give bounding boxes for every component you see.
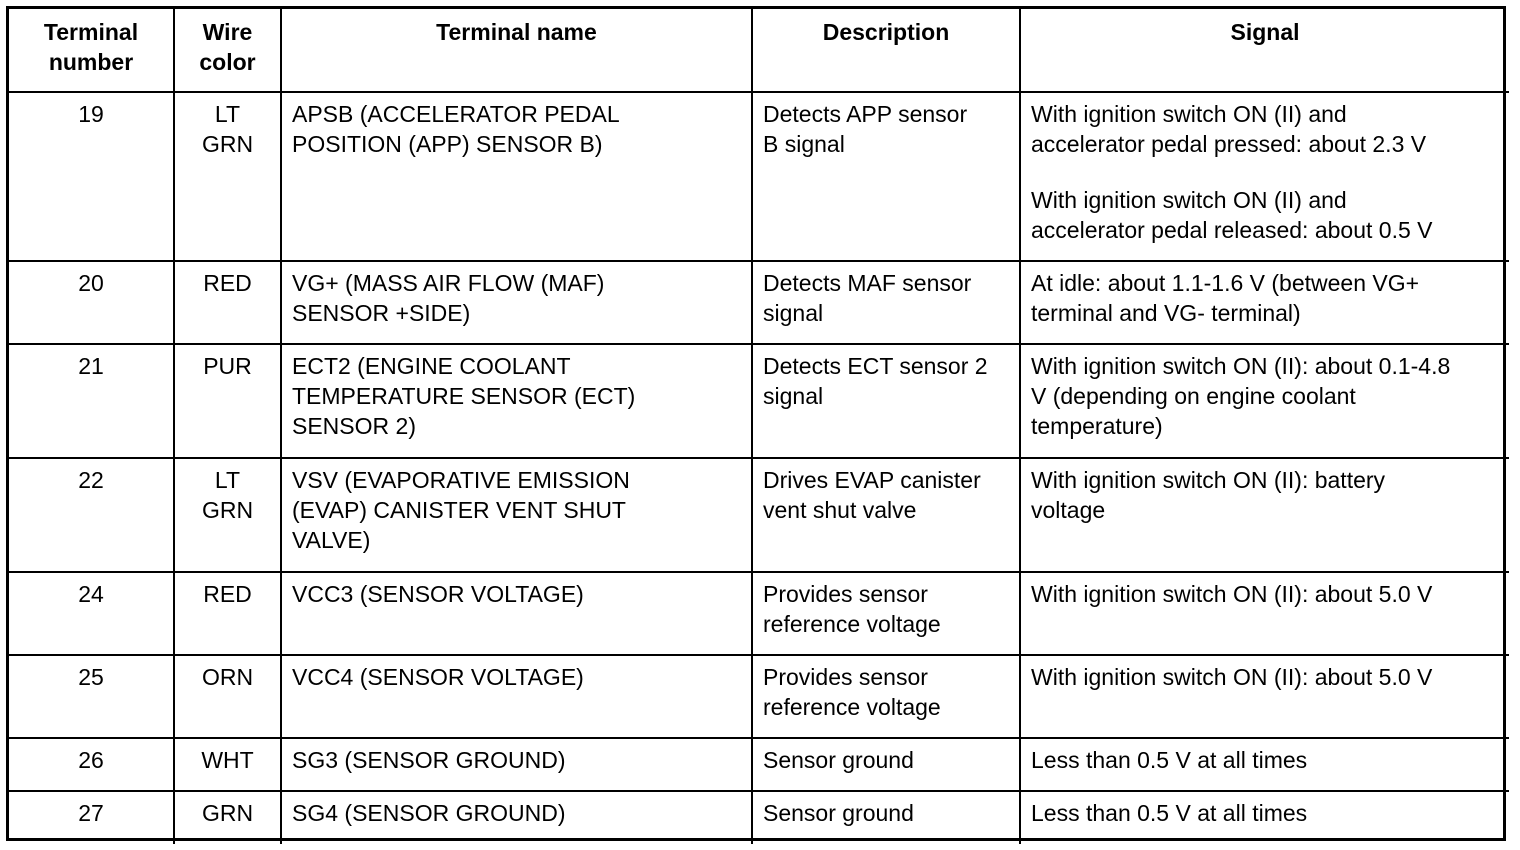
header-terminal-number: [9, 9, 174, 92]
cell-text: signal: [763, 300, 824, 326]
cell-text: voltage: [1031, 497, 1106, 523]
cell-text: VCC4 (SENSOR VOLTAGE): [292, 664, 584, 690]
terminal-table: [9, 9, 1509, 844]
cell-wire-color: [174, 261, 281, 344]
cell-description: [752, 92, 1020, 261]
cell-text: With ignition switch ON (II): about 5.0 V: [1031, 664, 1433, 690]
cell-text: 25: [78, 664, 104, 690]
cell-text: vent shut valve: [763, 497, 917, 523]
cell-text: GRN: [201, 131, 254, 157]
cell-text: reference voltage: [763, 694, 941, 720]
cell-text: reference voltage: [763, 611, 941, 637]
cell-wire-color: [174, 791, 281, 844]
cell-text: Provides sensor: [763, 581, 928, 607]
header-description: [752, 9, 1020, 92]
cell-text: 27: [78, 800, 104, 826]
cell-text: Provides sensor: [763, 664, 928, 690]
cell-text: Detects MAF sensor: [763, 270, 972, 296]
cell-text: VG+ (MASS AIR FLOW (MAF): [292, 270, 605, 296]
cell-text: 21: [78, 353, 104, 379]
cell-terminal-name: [281, 92, 752, 261]
cell-description: [752, 572, 1020, 655]
cell-text: VSV (EVAPORATIVE EMISSION: [292, 467, 630, 493]
cell-text: B signal: [763, 131, 845, 157]
cell-text: Drives EVAP canister: [763, 467, 981, 493]
cell-signal: [1020, 791, 1509, 844]
cell-text: VALVE): [292, 527, 371, 553]
cell-text: Less than 0.5 V at all times: [1031, 747, 1308, 773]
header-wire-color: [174, 9, 281, 92]
cell-terminal-name: [281, 655, 752, 738]
cell-terminal-number: [9, 458, 174, 572]
cell-wire-color: [174, 92, 281, 261]
table-row: [9, 655, 1509, 738]
cell-terminal-name: [281, 261, 752, 344]
cell-text: Detects APP sensor: [763, 101, 968, 127]
cell-text: Sensor ground: [763, 747, 914, 773]
table-row: [9, 572, 1509, 655]
cell-wire-color: [174, 572, 281, 655]
cell-text: ECT2 (ENGINE COOLANT: [292, 353, 571, 379]
cell-text: At idle: about 1.1-1.6 V (between VG+: [1031, 270, 1420, 296]
table-row: [9, 458, 1509, 572]
cell-text: 24: [78, 581, 104, 607]
terminal-table-frame: [6, 6, 1506, 841]
cell-text: Detects ECT sensor 2: [763, 353, 988, 379]
cell-terminal-name: [281, 738, 752, 791]
header-signal: [1020, 9, 1509, 92]
cell-signal: [1020, 458, 1509, 572]
cell-text: GRN: [201, 497, 254, 523]
cell-text: Sensor ground: [763, 800, 914, 826]
cell-text: accelerator pedal released: about 0.5 V: [1031, 217, 1433, 243]
cell-text: accelerator pedal pressed: about 2.3 V: [1031, 131, 1427, 157]
cell-signal: [1020, 261, 1509, 344]
cell-terminal-number: [9, 92, 174, 261]
cell-text: APSB (ACCELERATOR PEDAL: [292, 101, 620, 127]
cell-text: terminal and VG- terminal): [1031, 300, 1301, 326]
cell-text: SENSOR 2): [292, 413, 416, 439]
signal-paragraph: [1031, 185, 1499, 245]
cell-terminal-number: [9, 791, 174, 844]
cell-description: [752, 655, 1020, 738]
cell-terminal-number: [9, 572, 174, 655]
cell-text: WHT: [201, 747, 254, 773]
cell-description: [752, 458, 1020, 572]
cell-signal: [1020, 655, 1509, 738]
cell-text: POSITION (APP) SENSOR B): [292, 131, 603, 157]
cell-description: [752, 261, 1020, 344]
cell-terminal-number: [9, 655, 174, 738]
cell-terminal-number: [9, 344, 174, 458]
cell-terminal-name: [281, 458, 752, 572]
cell-wire-color: [174, 738, 281, 791]
cell-terminal-name: [281, 572, 752, 655]
header-text: number: [48, 49, 134, 75]
cell-text: RED: [203, 270, 252, 296]
cell-text: 26: [78, 747, 104, 773]
cell-text: TEMPERATURE SENSOR (ECT): [292, 383, 636, 409]
cell-text: temperature): [1031, 413, 1163, 439]
cell-text: With ignition switch ON (II): about 5.0 V: [1031, 581, 1433, 607]
header-text: Terminal name: [436, 19, 597, 45]
cell-text: 20: [78, 270, 104, 296]
cell-signal: [1020, 738, 1509, 791]
cell-text: SG3 (SENSOR GROUND): [292, 747, 566, 773]
cell-text: With ignition switch ON (II): battery: [1031, 467, 1386, 493]
signal-paragraph: [1031, 99, 1499, 159]
header-text: Terminal: [43, 19, 139, 45]
cell-text: (EVAP) CANISTER VENT SHUT: [292, 497, 626, 523]
table-row: [9, 261, 1509, 344]
table-row: [9, 738, 1509, 791]
cell-text: LT: [214, 467, 241, 493]
cell-description: [752, 738, 1020, 791]
cell-text: With ignition switch ON (II) and: [1031, 187, 1347, 213]
cell-description: [752, 791, 1020, 844]
cell-signal: [1020, 92, 1509, 261]
cell-description: [752, 344, 1020, 458]
cell-terminal-number: [9, 261, 174, 344]
table-row: [9, 92, 1509, 261]
cell-text: Less than 0.5 V at all times: [1031, 800, 1308, 826]
cell-wire-color: [174, 458, 281, 572]
cell-text: V (depending on engine coolant: [1031, 383, 1356, 409]
cell-text: ORN: [201, 664, 254, 690]
header-text: Description: [822, 19, 950, 45]
header-text: color: [199, 49, 256, 75]
cell-terminal-number: [9, 738, 174, 791]
cell-text: signal: [763, 383, 824, 409]
cell-text: SG4 (SENSOR GROUND): [292, 800, 566, 826]
cell-text: SENSOR +SIDE): [292, 300, 471, 326]
cell-text: LT: [214, 101, 241, 127]
table-row: [9, 791, 1509, 844]
cell-text: 22: [78, 467, 104, 493]
cell-signal: [1020, 572, 1509, 655]
header-text: Wire: [202, 19, 253, 45]
table-row: [9, 344, 1509, 458]
cell-terminal-name: [281, 344, 752, 458]
cell-wire-color: [174, 344, 281, 458]
cell-terminal-name: [281, 791, 752, 844]
cell-text: With ignition switch ON (II): about 0.1-4.8: [1031, 353, 1451, 379]
cell-wire-color: [174, 655, 281, 738]
cell-text: With ignition switch ON (II) and: [1031, 101, 1347, 127]
cell-text: PUR: [203, 353, 252, 379]
cell-text: RED: [203, 581, 252, 607]
cell-text: VCC3 (SENSOR VOLTAGE): [292, 581, 584, 607]
header-text: Signal: [1230, 19, 1300, 45]
cell-signal: [1020, 344, 1509, 458]
header-terminal-name: [281, 9, 752, 92]
cell-text: GRN: [201, 800, 254, 826]
header-row: [9, 9, 1509, 92]
cell-text: 19: [78, 101, 104, 127]
